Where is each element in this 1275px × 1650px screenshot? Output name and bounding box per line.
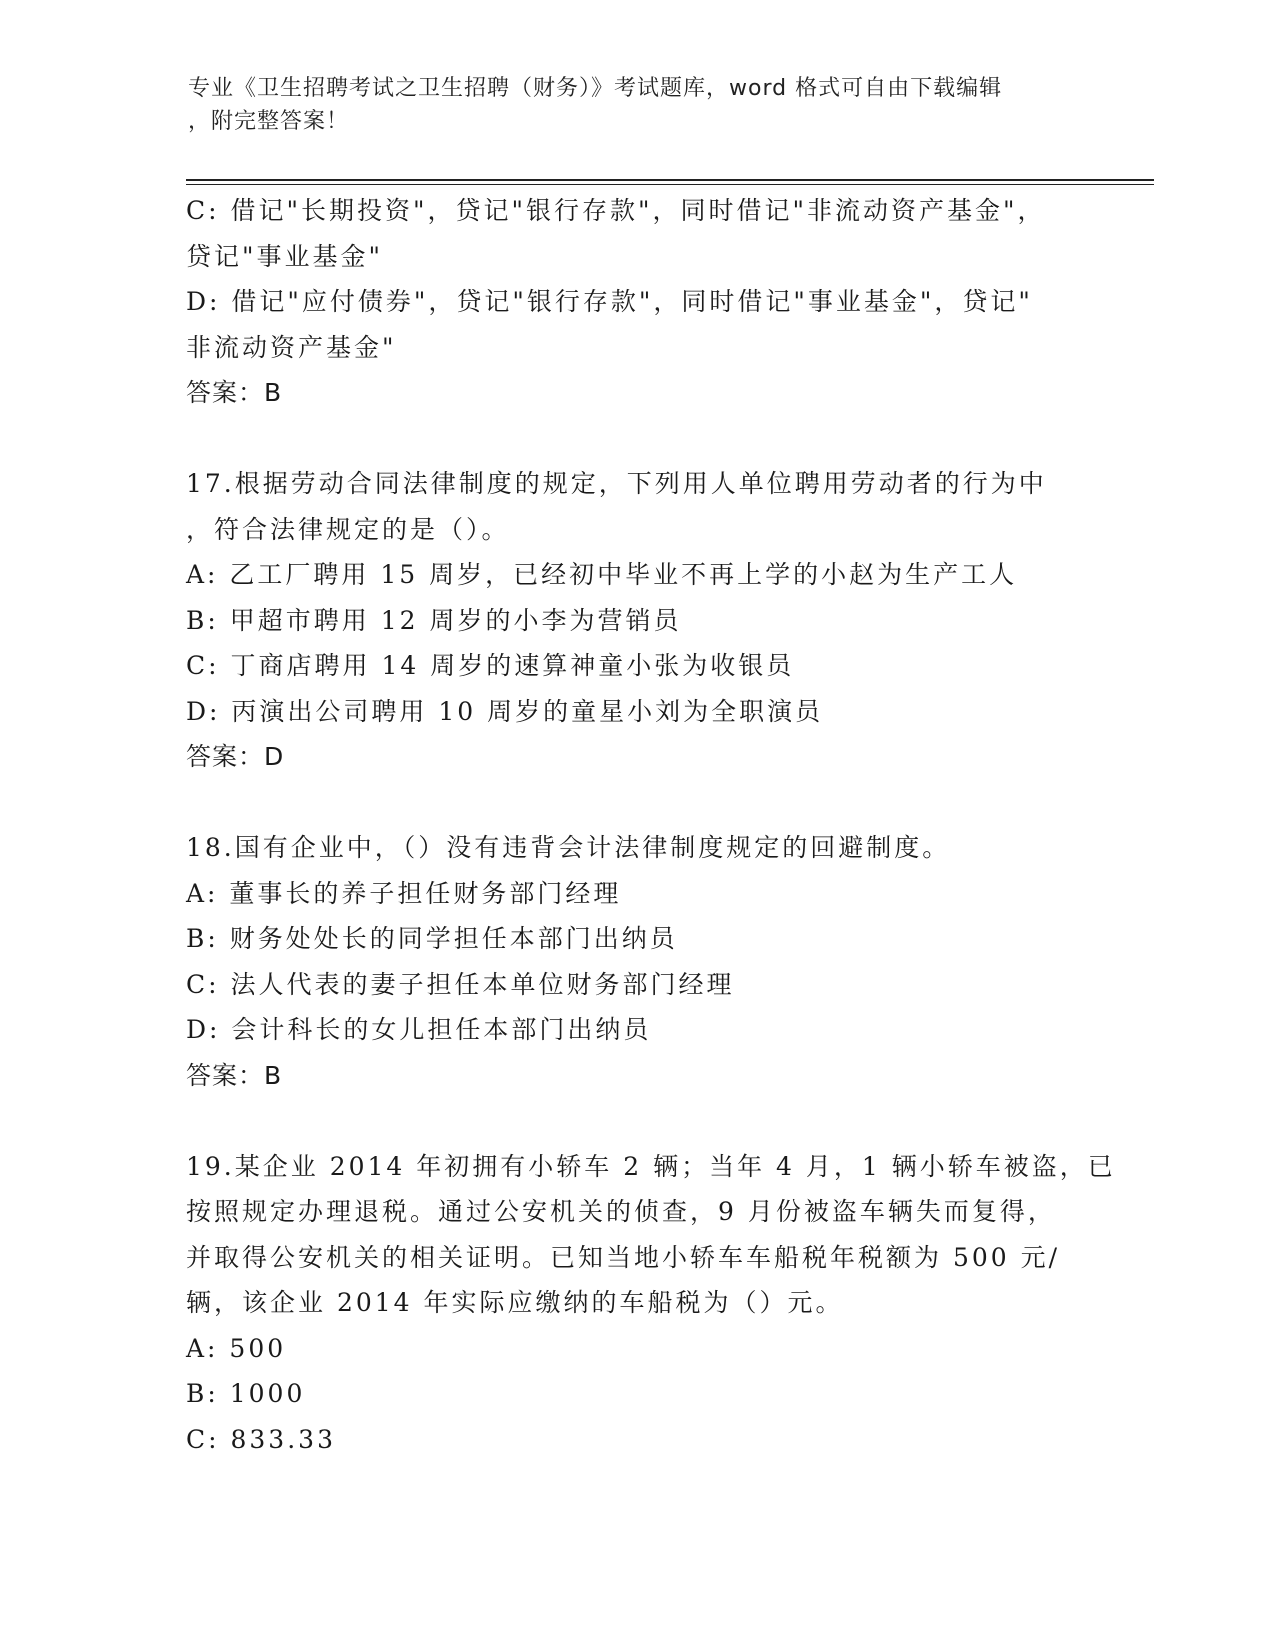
answer: 答案：B [186,378,283,407]
question-stem-continued: 按照规定办理退税。通过公安机关的侦查，9 月份被盗车辆失而复得， [186,1197,1056,1226]
option-b: B: 财务处处长的同学担任本部门出纳员 [186,924,678,953]
option-c-continued: 贷记"事业基金" [186,241,383,271]
header-rule-thin [186,184,1154,185]
header-line-1: 专业《卫生招聘考试之卫生招聘（财务）》考试题库，word 格式可自由下载编辑 [188,76,1003,101]
spacer [186,416,1086,462]
question-stem-continued: 辆，该企业 2014 年实际应缴纳的车船税为（）元。 [186,1288,844,1317]
answer: 答案：D [186,742,285,771]
option-a: A: 乙工厂聘用 15 周岁，已经初中毕业不再上学的小赵为生产工人 [186,560,1018,589]
question-stem: 19.某企业 2014 年初拥有小轿车 2 辆；当年 4 月，1 辆小轿车被盗，已 [186,1151,1116,1181]
answer: 答案：B [186,1060,283,1090]
header-rule-thick [186,179,1154,181]
option-c: C: 丁商店聘用 14 周岁的速算神童小张为收银员 [186,651,795,680]
option-a: A: 董事长的养子担任财务部门经理 [186,878,622,908]
option-b: B: 甲超市聘用 12 周岁的小李为营销员 [186,605,682,635]
header-line-2: ，附完整答案！ [188,109,350,134]
question-stem: 18.国有企业中，（）没有违背会计法律制度规定的回避制度。 [186,833,951,862]
option-d-continued: 非流动资产基金" [186,332,397,362]
question-stem-continued: ，符合法律规定的是（）。 [186,514,510,544]
option-c: C: 833.33 [186,1424,336,1454]
option-a: A: 500 [186,1333,287,1363]
option-c: C: 借记"长期投资"，贷记"银行存款"，同时借记"非流动资产基金"， [186,196,1046,225]
question-19 [186,1144,1116,1463]
question-stem: 17.根据劳动合同法律制度的规定，下列用人单位聘用劳动者的行为中 [186,469,1047,498]
option-d: D: 借记"应付债券"，贷记"银行存款"，同时借记"事业基金"，贷记" [186,287,1033,316]
spacer [186,780,1086,826]
option-d: D: 会计科长的女儿担任本部门出纳员 [186,1015,652,1044]
question-17 [186,461,1086,780]
document-body [186,188,1116,1462]
question-16-continuation [186,188,1086,416]
document-header [188,72,1088,138]
question-18 [186,825,1086,1098]
spacer [186,1098,1086,1144]
option-d: D: 丙演出公司聘用 10 周岁的童星小刘为全职演员 [186,696,824,726]
question-stem-continued: 并取得公安机关的相关证明。已知当地小轿车车船税年税额为 500 元/ [186,1242,1061,1272]
option-b: B: 1000 [186,1379,306,1408]
option-c: C: 法人代表的妻子担任本单位财务部门经理 [186,969,735,999]
